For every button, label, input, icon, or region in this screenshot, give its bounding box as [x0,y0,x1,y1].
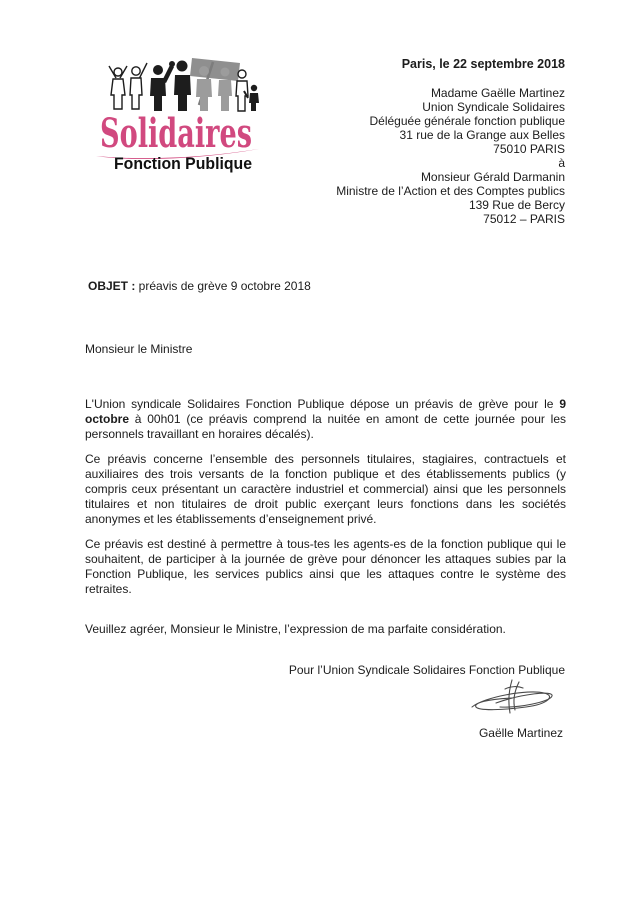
salutation: Monsieur le Ministre [85,342,193,356]
sender-line: 75010 PARIS [493,142,565,156]
recipient-line: 139 Rue de Bercy [468,198,565,212]
strike-date-bold: 9 octobre [85,397,566,426]
subject-label: OBJET : [88,279,136,293]
subject-text: préavis de grève 9 octobre 2018 [135,279,311,293]
solidaires-logo [92,57,314,173]
sender-line: Madame Gaëlle Martinez [430,86,565,100]
recipient-line: Monsieur Gérald Darmanin [420,170,565,184]
brand-text: Solidaires [100,110,252,157]
recipient-line: Ministre de l’Action et des Comptes publics [336,184,565,198]
address-block [336,57,565,226]
body-paragraph-1 [85,397,566,442]
sender-line: Déléguée générale fonction publique [369,114,565,128]
sender-line: Union Syndicale Solidaires [422,100,565,114]
address-separator: à [558,156,565,170]
signatory-name: Gaëlle Martinez [478,726,563,740]
body-paragraph-2: Ce préavis concerne l’ensemble des personnels titulaires, stagiaires, contractuels et auxiliaires des trois versants de la fonction publique et des établissements publics (y compris ceux présentant un caractère industriel et commercial) ainsi que les personnels titulaires et non titulaires de droit public exerçant leurs fonctions dans les sociétés anonymes et les établissements d’enseignement privé. [85,452,566,526]
paragraph-text: L'Union syndicale Solidaires Fonction Publique dépose un préavis de grève pour le [85,397,560,411]
signature-icon [466,676,556,720]
signoff-line: Pour l’Union Syndicale Solidaires Fonction Publique [288,663,565,677]
letter-body [85,397,566,647]
paragraph-text: à 00h01 (ce préavis comprend la nuitée en amont de cette journée pour les personnels travaillant en horaires décalés). [85,412,566,441]
sender-line: 31 rue de la Grange aux Belles [399,128,565,142]
date-line: Paris, le 22 septembre 2018 [401,57,565,71]
protesters-icon [109,58,259,111]
recipient-line: 75012 – PARIS [483,212,565,226]
brand-subtitle: Fonction Publique [114,155,252,173]
body-paragraph-3: Ce préavis est destiné à permettre à tous-tes les agents-es de la fonction publique qui le souhaitent, de participer à la journée de grève pour dénoncer les attaques subies par la Fonction Publique, les services publics ainsi que les attaques contre le système des retraites. [85,537,566,596]
closing-line: Veuillez agréer, Monsieur le Ministre, l’expression de ma parfaite considération. [85,622,506,636]
subject-line [88,279,311,293]
